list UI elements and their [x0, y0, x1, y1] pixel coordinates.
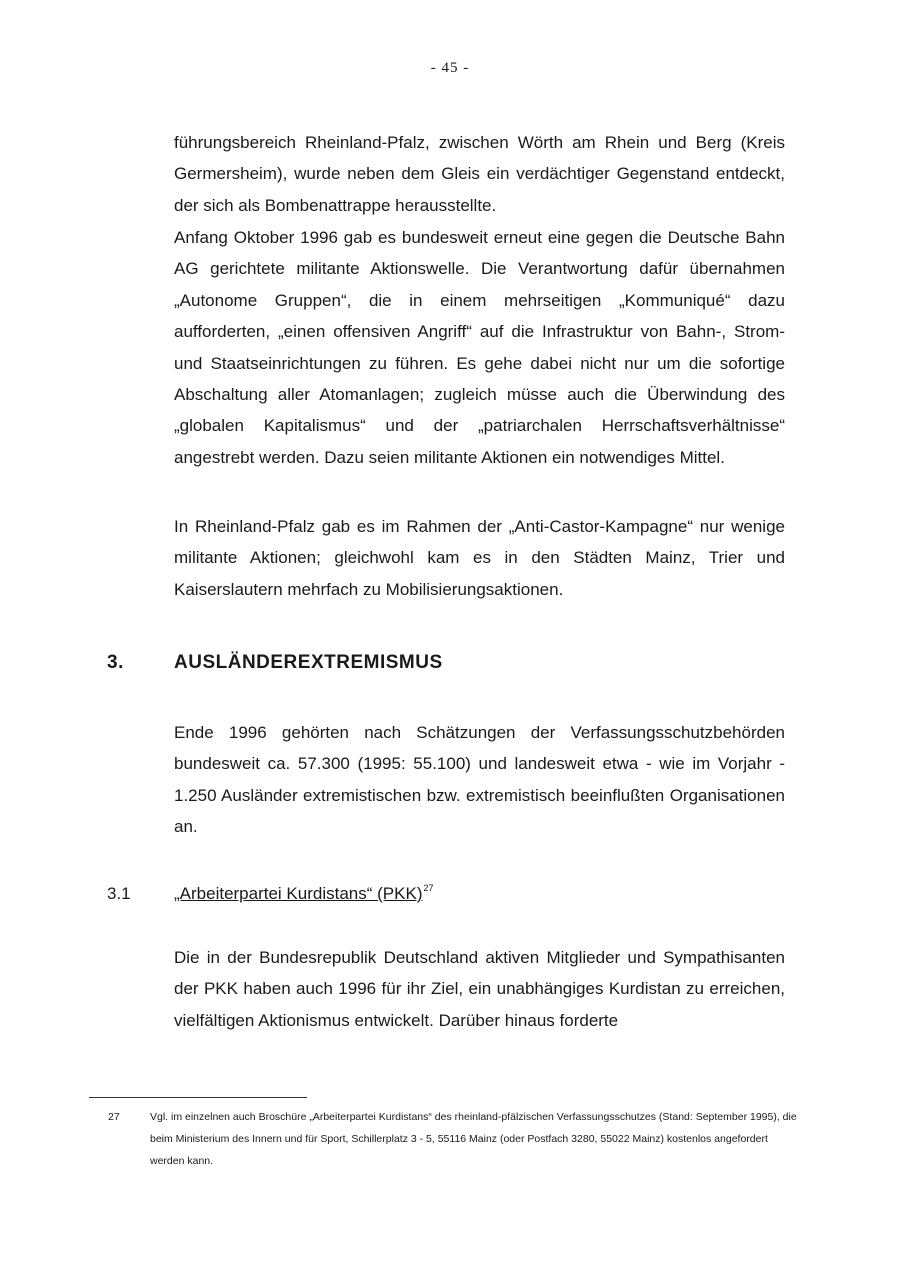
subsection-number: 3.1 [107, 884, 131, 903]
footnote [108, 1106, 798, 1172]
section-number: 3. [107, 652, 124, 673]
subsection-heading [107, 883, 434, 904]
footnote-number: 27 [108, 1111, 120, 1123]
paragraph-pkk: Die in der Bundesrepublik Deutschland aktiven Mitglieder und Sympathisanten der PKK haben auch 1996 für ihr Ziel, ein unabhängiges Kurdistan zu erreichen, vielfältigen Aktionismus entwickelt. Darüber hinaus forderte [174, 948, 785, 1030]
paragraph-bombenattrappe: führungsbereich Rheinland-Pfalz, zwischen Wörth am Rhein und Berg (Kreis Germersheim), wurde neben dem Gleis ein verdächtiger Gegenstand entdeckt, der sich als Bombenattrappe herausstellte. [174, 133, 785, 215]
section-heading [107, 652, 443, 674]
paragraph-anti-castor: In Rheinland-Pfalz gab es im Rahmen der „Anti-Castor-Kampagne“ nur wenige militante Aktionen; gleichwohl kam es in den Städten Mainz, Trier und Kaiserslautern mehrfach zu Mobilisierungsaktionen. [174, 517, 785, 599]
footnote-divider [89, 1097, 307, 1098]
footnote-text: Vgl. im einzelnen auch Broschüre „Arbeiterpartei Kurdistans“ des rheinland-pfälzischen Verfassungsschutzes (Stand: September 1995), die beim Ministerium des Innern und für Sport, Schillerplatz 3 - 5, 55116 Mainz (oder Postfach 3280, 55022 Mainz) kostenlos angefordert werden kann. [150, 1111, 797, 1167]
footnote-reference[interactable]: 27 [423, 883, 434, 893]
section-title: AUSLÄNDEREXTREMISMUS [174, 652, 443, 673]
subsection-title: „Arbeiterpartei Kurdistans“ (PKK) [174, 884, 423, 903]
paragraph-aktionswelle: Anfang Oktober 1996 gab es bundesweit erneut eine gegen die Deutsche Bahn AG gerichtete militante Aktionswelle. Die Verantwortung dafür übernahmen „Autonome Gruppen“, die in einem mehrseitigen „Kommuniqué“ dazu aufforderten, „einen offensiven Angriff“ auf die Infrastruktur von Bahn-, Strom- und Staatseinrichtungen zu führen. Es gehe dabei nicht nur um die sofortige Abschaltung aller Atomanlagen; zugleich müsse auch die Überwindung des „globalen Kapitalismus“ und der „patriarchalen Herrschaftsverhältnisse“ angestrebt werden. Dazu seien militante Aktionen ein notwendiges Mittel. [174, 228, 785, 467]
paragraph-auslaender-zahlen: Ende 1996 gehörten nach Schätzungen der Verfassungsschutzbehörden bundesweit ca. 57.300 (1995: 55.100) und landesweit etwa - wie im Vorjahr - 1.250 Ausländer extremistischen bzw. extremistisch beeinflußten Organisationen an. [174, 723, 785, 837]
page-number: - 45 - [430, 60, 470, 76]
